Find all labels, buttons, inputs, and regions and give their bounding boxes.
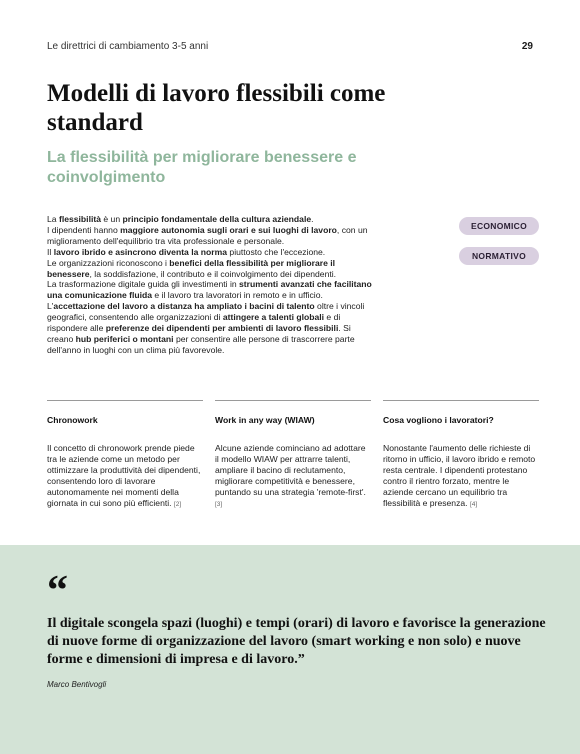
column-body: Il concetto di chronowork prende piede tra le aziende come un metodo per ottimizzare la produttività dei dipendenti, consentendo loro di lavorare autonomamente nei momenti della giornata in cui sono più efficienti. [2] <box>47 443 201 508</box>
column-chronowork <box>47 400 203 510</box>
reference-marker: [3] <box>215 501 223 508</box>
column-title: Cosa vogliono i lavoratori? <box>383 415 494 425</box>
intro-paragraph-2: I dipendenti hanno maggiore autonomia sugli orari e sui luoghi di lavoro, con un miglioramento dell'equilibrio tra vita professionale e personale. <box>47 224 368 246</box>
page-number: 29 <box>521 41 533 52</box>
column-body: Nonostante l'aumento delle richieste di ritorno in ufficio, il lavoro ibrido e remoto resta centrale. I dipendenti protestano contro il rientro forzato, mentre le aziende cercano un equilibrio tra flessibilità e presenza. [4] <box>383 443 536 508</box>
intro-paragraph-5: La trasformazione digitale guida gli investimenti in strumenti avanzati che facilitano una comunicazione fluida e il lavoro tra lavoratori in remoto e in ufficio. L'accettazione del lavoro a distanza ha ampliato i bacini di talento oltre i vincoli geografici, consentendo alle organizzazioni di attingere a talenti globali e di rispondere alle preferenze dei dipendenti per ambienti di lavoro flessibili. Si creano hub periferici o montani per consentire alle persone di trascorrere parte dell'anno in luoghi con un clima più favorevole. <box>47 279 372 355</box>
page-title: Modelli di lavoro flessibili come standard <box>47 80 386 136</box>
column-title: Work in any way (WIAW) <box>215 415 315 425</box>
badge-economico: ECONOMICO <box>459 217 539 235</box>
intro-paragraph-4: Le organizzazioni riconoscono i benefici della flessibilità per migliorare il benessere, la soddisfazione, il contributo e il coinvolgimento dei dipendenti. <box>47 257 337 279</box>
quote-mark-icon: “ <box>47 568 68 614</box>
quote-text: Il digitale scongela spazi (luoghi) e tempi (orari) di lavoro e favorisce la generazione di nuove forme di organizzazione del lavoro (smart working e non solo) e nuove forme e dimensioni di impresa e di lavoro.” <box>47 616 546 667</box>
intro-paragraph-3: Il lavoro ibrido e asincrono diventa la norma piuttosto che l'eccezione. <box>47 246 326 257</box>
intro-paragraph-1: La flessibilità è un principio fondamentale della cultura aziendale. <box>47 214 314 224</box>
quote-author: Marco Bentivogli <box>47 680 107 689</box>
reference-marker: [2] <box>173 501 182 508</box>
column-wiaw <box>215 400 371 510</box>
reference-marker: [4] <box>469 501 478 508</box>
column-workers <box>383 400 539 510</box>
intro-text <box>47 214 377 356</box>
column-body: Alcune aziende cominciano ad adottare il modello WIAW per attrarre talenti, ampliare il bacino di reclutamento, migliorare competitività e benessere, puntando su una strategia 'remote-first'. [3] <box>215 443 366 508</box>
page-subtitle: La flessibilità per migliorare benessere e coinvolgimento <box>47 149 357 186</box>
badge-normativo: NORMATIVO <box>459 247 539 265</box>
page-header-section: Le direttrici di cambiamento 3-5 anni <box>47 41 209 52</box>
column-title: Chronowork <box>47 415 98 425</box>
